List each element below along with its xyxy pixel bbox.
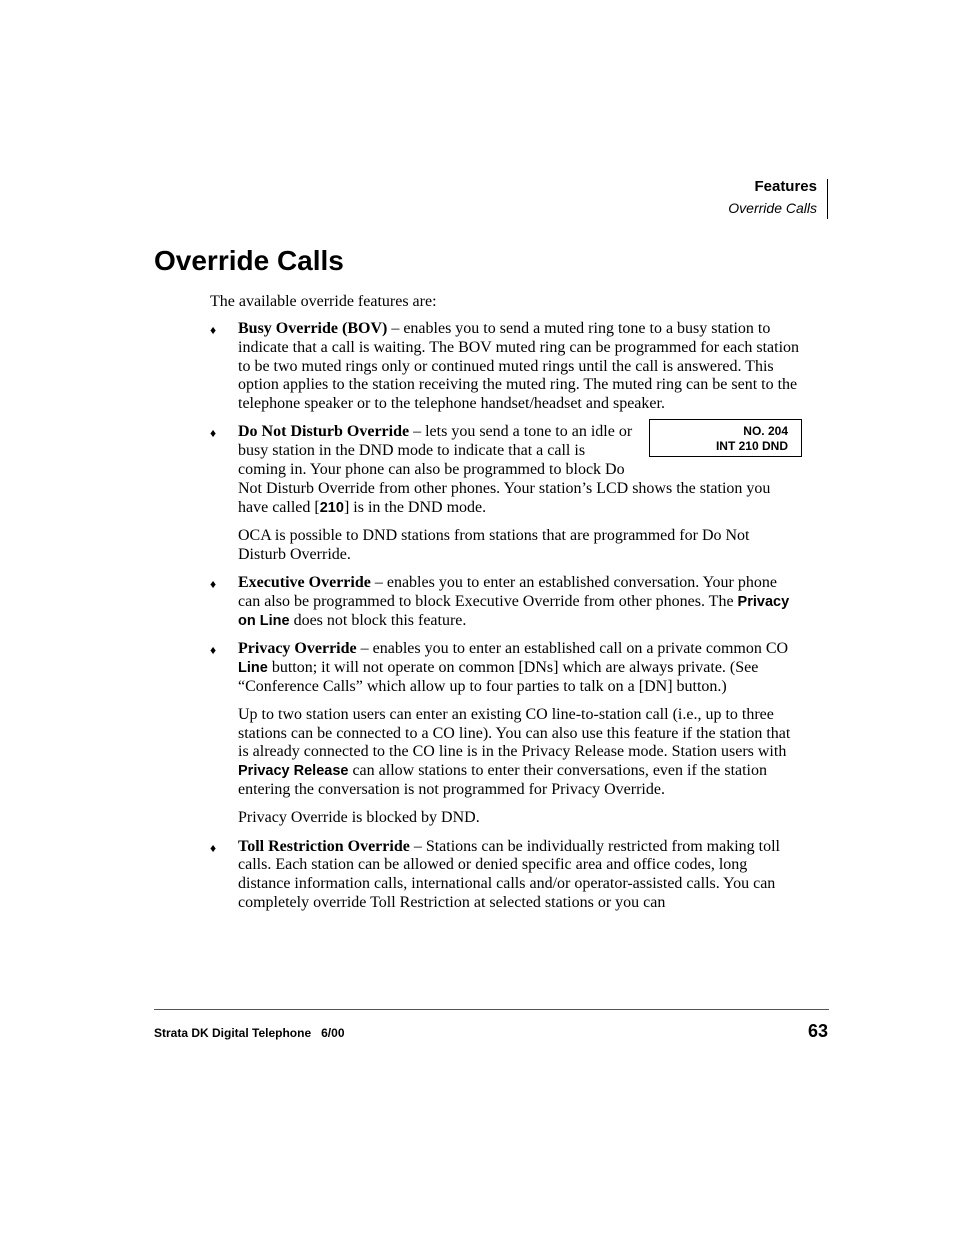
lcd-display	[649, 419, 802, 457]
list-item-dnd-override	[210, 423, 800, 517]
list-item-busy-override	[210, 320, 800, 414]
page-title: Override Calls	[154, 245, 344, 276]
desc-dnd-override-b: ] is in the DND mode.	[343, 498, 487, 516]
footer-doc-title: Strata DK Digital Telephone 6/00	[154, 1026, 345, 1040]
desc-privacy-b: button; it will not operate on common [DNs] which are always private. (See “Conference Calls” which allow up to four parties to talk on a [DN] button.)	[238, 658, 759, 695]
page-number: 63	[807, 1021, 828, 1041]
desc-toll-restriction: – Stations can be individually restricted from making toll calls. Each station can be allowed or denied specific area and office codes, long distance information calls, international calls and/or operator-assisted calls. You can completely override Toll Restriction at selected stations or you can	[238, 837, 780, 912]
desc-executive-b: does not block this feature.	[289, 611, 467, 629]
diamond-bullet-icon: ♦	[210, 642, 217, 657]
privacy-para1-a: Up to two station users can enter an existing CO line-to-station call (i.e., up to three stations can be connected to a CO line). You can also use this feature if the station that is already connected to the CO line is in the Privacy Release mode. Station users with	[238, 705, 791, 761]
desc-executive-a: – enables you to enter an established conversation. Your phone can also be programmed to block Executive Override from other phones. The	[238, 574, 777, 610]
running-header	[728, 177, 817, 219]
header-section: Features	[754, 178, 817, 195]
key-label-210: 210	[319, 499, 344, 516]
header-rule	[827, 179, 828, 219]
term-privacy-override: Privacy Override	[238, 639, 357, 657]
privacy-paragraph-1	[210, 706, 800, 800]
privacy-paragraph-2: Privacy Override is blocked by DND.	[238, 809, 480, 827]
privacy-para1-b: can allow stations to enter their conversations, even if the station entering the conversation is not programmed for Privacy Override.	[238, 762, 767, 799]
feature-list	[210, 320, 800, 922]
term-dnd-override: Do Not Disturb Override	[238, 423, 410, 441]
term-executive-override: Executive Override	[238, 574, 371, 592]
key-label-privacy-release: Privacy Release	[238, 763, 349, 780]
intro-text: The available override features are:	[210, 293, 437, 310]
list-item-privacy-override	[210, 640, 800, 696]
diamond-bullet-icon: ♦	[210, 323, 217, 337]
header-subsection: Override Calls	[728, 200, 817, 216]
diamond-bullet-icon: ♦	[210, 426, 217, 441]
key-label-line: Line	[238, 659, 268, 676]
desc-privacy-a: – enables you to enter an established call on a private common CO	[356, 639, 789, 657]
list-item-executive-override	[210, 574, 800, 630]
list-item-toll-restriction-override	[210, 838, 800, 913]
diamond-bullet-icon: ♦	[210, 577, 217, 592]
desc-dnd-override-a: – lets you send a tone to an idle or busy station in the DND mode to indicate that a call is coming in. Your phone can also be programmed to block Do Not Disturb Override from other phones. Your station’s LCD shows the station you have called [	[238, 423, 771, 516]
key-label-privacy-on-line: Privacy on Line	[238, 593, 790, 629]
oca-paragraph: OCA is possible to DND stations from stations that are programmed for Do Not Disturb Override.	[238, 526, 750, 563]
term-toll-restriction-override: Toll Restriction Override	[238, 837, 410, 855]
footer-rule	[154, 1009, 829, 1010]
lcd-line-1: NO. 204	[743, 424, 788, 439]
desc-busy-override: – enables you to send a muted ring tone to a busy station to indicate that a call is waiting. The BOV muted ring can be programmed for each station to be two muted rings only or continued muted rings until the call is answered. This option applies to the station receiving the muted ring. The muted ring can be sent to the telephone speaker or to the telephone handset/headset and speaker.	[238, 320, 800, 413]
lcd-line-2: INT 210 DND	[715, 439, 788, 454]
term-busy-override: Busy Override (BOV)	[238, 320, 388, 337]
diamond-bullet-icon: ♦	[210, 840, 217, 855]
